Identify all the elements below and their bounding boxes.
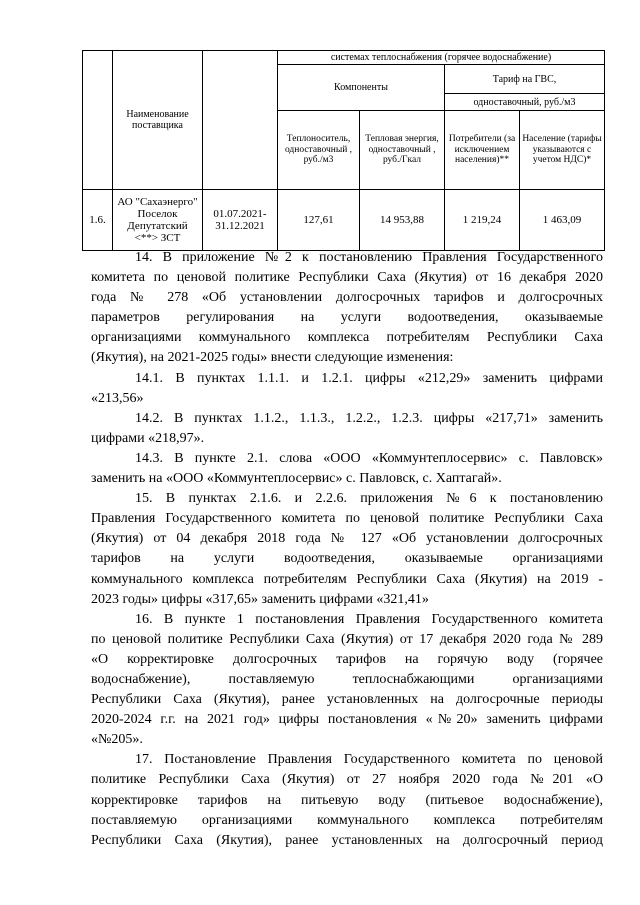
document-body-text [91, 248, 603, 851]
text-line: 14. В приложение №2 к постановлению Правления Государственного [135, 250, 603, 265]
empty-header-cell [83, 51, 113, 190]
text-line: по ценовой политике Республики Саха (Якутия) от 17 декабря 2020 года № 289 [91, 631, 603, 647]
paragraph [91, 610, 603, 751]
gvs-header-1: Тариф на ГВС, [445, 65, 605, 94]
text-line: года № 278 «Об установлении долгосрочных тарифов и долгосрочных [91, 290, 603, 306]
text-line: 15. В пунктах 2.1.6. и 2.2.6. приложения №6 к постановлению [135, 491, 603, 507]
text-line: параметров регулирования на услуги водоотведения, оказываемые [91, 310, 603, 326]
text-line: 14.1. В пунктах 1.1.1. и 1.2.1. цифры «212,29» заменить цифрами [135, 370, 603, 386]
text-line: (Якутия) от 04 декабря 2018 года № 127 «Об установлении долгосрочных [91, 531, 603, 547]
row-number: 1.6. [83, 190, 113, 251]
gvs-header-2: одноставочный, руб./м3 [445, 94, 605, 111]
paragraph [91, 409, 603, 449]
text-line: комитета по ценовой политике Республики Саха (Якутия) от 16 декабря 2020 [91, 270, 603, 286]
row-thermal: 14 953,88 [360, 190, 445, 251]
col-coolant-header: Теплоноситель, одноставочный , руб./м3 [278, 111, 360, 190]
text-line: 17. Постановление Правления Государственного комитета по ценовой [135, 752, 603, 768]
col-population-header: Население (тарифы указываются с учетом НДС)* [520, 111, 605, 190]
period-header-cell [203, 51, 278, 190]
text-line: 14.3. В пункте 2.1. слова «ООО «Коммунтеплосервис» с. Павловск» [135, 450, 603, 466]
col-consumers-header: Потребители (за исключением населения)** [445, 111, 520, 190]
paragraph [91, 449, 603, 489]
text-line: 2023 годы» цифры «317,65» заменить цифрами «321,41» [91, 591, 429, 607]
text-line: заменить на «ООО «Коммунтеплосервис» с. Павловск, с. Хаптагай». [91, 471, 502, 487]
row-period: 01.07.2021-31.12.2021 [203, 190, 278, 251]
header-top: системах теплоснабжения (горячее водоснабжение) [278, 51, 605, 65]
text-line: 14.2. В пунктах 1.1.2., 1.1.3., 1.2.2., 1.2.3. цифры «217,71» заменить [135, 410, 603, 426]
text-line: корректировке тарифов на питьевую воду (питьевое водоснабжение), [91, 792, 603, 808]
paragraph [91, 248, 603, 369]
supplier-header: Наименование поставщика [113, 51, 203, 190]
col-thermal-header: Тепловая энергия, одноставочный , руб./Гкал [360, 111, 445, 190]
text-line: «213,56» [91, 390, 144, 406]
text-line: цифрами «218,97». [91, 430, 205, 446]
components-header: Компоненты [278, 65, 445, 111]
text-line: тарифов на услуги водоотведения, оказываемые организациями [91, 551, 603, 567]
paragraph [91, 369, 603, 409]
row-supplier: АО "Сахаэнерго" Поселок Депутатский <**> ЗСТ [113, 190, 203, 251]
text-line: (Якутия), на 2021-2025 годы» внести следующие изменения: [91, 350, 454, 366]
text-line: политике Республики Саха (Якутия) от 27 ноября 2020 года №201 «О [91, 772, 603, 788]
text-line: коммунального комплекса потребителям Республики Саха (Якутия) на 2019 - [91, 571, 603, 587]
tariff-table [82, 50, 605, 251]
table-row [83, 190, 605, 251]
text-line: водоснабжение), поставляемую теплоснабжающими организациями [91, 671, 603, 687]
text-line: 16. В пункте 1 постановления Правления Государственного комитета [135, 611, 603, 627]
text-line: организациями коммунального комплекса потребителям Республики Саха [91, 330, 603, 346]
row-coolant: 127,61 [278, 190, 360, 251]
paragraph [91, 489, 603, 610]
text-line: «№205». [91, 732, 143, 748]
text-line: 2020-2024 г.г. на 2021 год» цифры постановления «№20» заменить цифрами [91, 712, 603, 728]
paragraph [91, 750, 603, 850]
text-line: Республики Саха (Якутия), ранее установленных на долгосрочный период [91, 832, 603, 848]
text-line: Правления Государственного комитета по ценовой политике Республики Саха [91, 511, 603, 527]
text-line: Республики Саха (Якутия), ранее установленных на долгосрочные периоды [91, 692, 603, 708]
text-line: «О корректировке долгосрочных тарифов на горячую воду (горячее [91, 651, 603, 667]
row-population: 1 463,09 [520, 190, 605, 251]
text-line: поставляемую организациями коммунального комплекса потребителям [91, 812, 603, 828]
row-consumers: 1 219,24 [445, 190, 520, 251]
